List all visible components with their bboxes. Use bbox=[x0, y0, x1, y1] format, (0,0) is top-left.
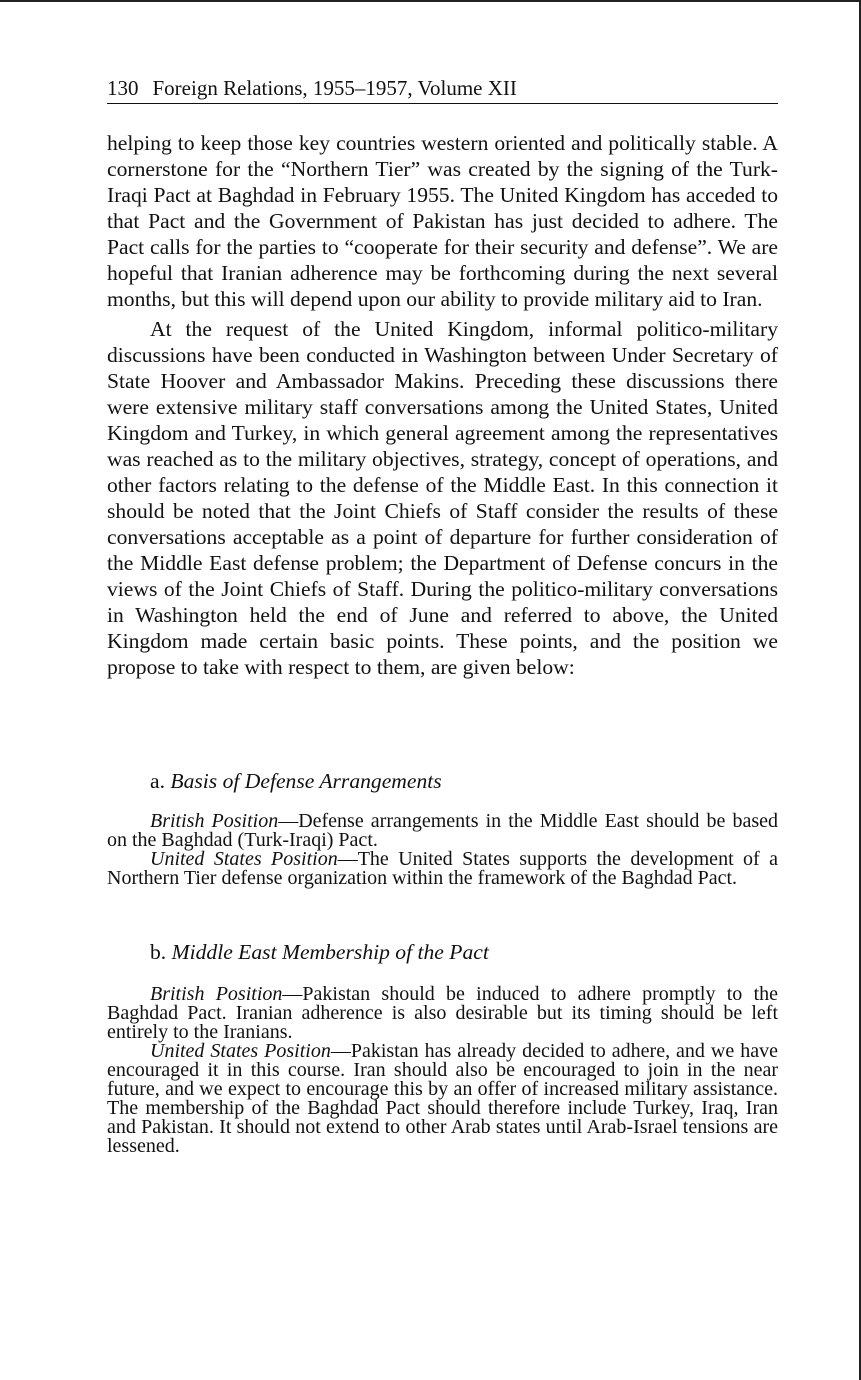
section-heading-b bbox=[150, 939, 489, 965]
position-text: —Pakistan has already decided to adhere, and we have encouraged it in this course. Iran should also be encouraged to join in the near future, and we expect to encourage this by an offer of increased military assistance. The membership of the Baghdad Pact should therefore include Turkey, Iraq, Iran and Pakistan. It should not extend to other Arab states until Arab-Israel tensions are lessened. bbox=[107, 1040, 778, 1157]
position-label: United States Position bbox=[150, 848, 338, 870]
position-label: United States Position bbox=[150, 1040, 331, 1062]
position-label: British Position bbox=[150, 983, 283, 1005]
position-text: —Pakistan should be induced to adhere promptly to the Baghdad Pact. Iranian adherence is also desirable but its timing should be left entirely to the Iranians. bbox=[107, 983, 778, 1043]
section-letter: a. bbox=[150, 769, 165, 793]
page-edge-top bbox=[0, 0, 861, 2]
running-title: Foreign Relations, 1955–1957, Volume XII bbox=[152, 76, 517, 100]
section-a-positions bbox=[107, 812, 778, 888]
running-header bbox=[107, 74, 778, 104]
british-position-a bbox=[107, 812, 778, 850]
body-text bbox=[107, 130, 778, 680]
section-letter: b. bbox=[150, 940, 167, 964]
section-heading-a bbox=[150, 768, 442, 794]
section-b-positions bbox=[107, 985, 778, 1156]
paragraph-1: helping to keep those key countries western oriented and politically stable. A cornerstone for the “Northern Tier” was created by the signing of the Turk-Iraqi Pact at Baghdad in February 1955. The United Kingdom has acceded to that Pact and the Government of Pakistan has just decided to adhere. The Pact calls for the parties to “cooperate for their security and defense”. We are hopeful that Iranian adherence may be forthcoming during the next several months, but this will depend upon our ability to provide military aid to Iran. bbox=[107, 131, 778, 311]
position-text: —Defense arrangements in the Middle East should be based on the Baghdad (Turk-Iraqi) Pact. bbox=[107, 810, 778, 851]
us-position-a bbox=[107, 850, 778, 888]
us-position-b bbox=[107, 1042, 778, 1156]
paragraph-2: At the request of the United Kingdom, informal politico-military discussions have been conducted in Washington between Under Secretary of State Hoover and Ambassador Makins. Preceding these discussions there were extensive military staff conversations among the United States, United Kingdom and Turkey, in which general agreement among the representatives was reached as to the military objectives, strategy, concept of operations, and other factors relating to the defense of the Middle East. In this connection it should be noted that the Joint Chiefs of Staff consider the results of these conversations acceptable as a point of departure for further consideration of the Middle East defense problem; the Department of Defense concurs in the views of the Joint Chiefs of Staff. During the politico-military conversations in Washington held the end of June and referred to above, the United Kingdom made certain basic points. These points, and the position we propose to take with respect to them, are given below: bbox=[107, 317, 778, 679]
position-label: British Position bbox=[150, 810, 279, 832]
position-text: —The United States supports the development of a Northern Tier defense organization within the framework of the Baghdad Pact. bbox=[107, 848, 778, 889]
british-position-b bbox=[107, 985, 778, 1042]
section-title: Basis of Defense Arrangements bbox=[170, 769, 442, 793]
page-number: 130 bbox=[107, 76, 139, 100]
section-title: Middle East Membership of the Pact bbox=[171, 940, 489, 964]
